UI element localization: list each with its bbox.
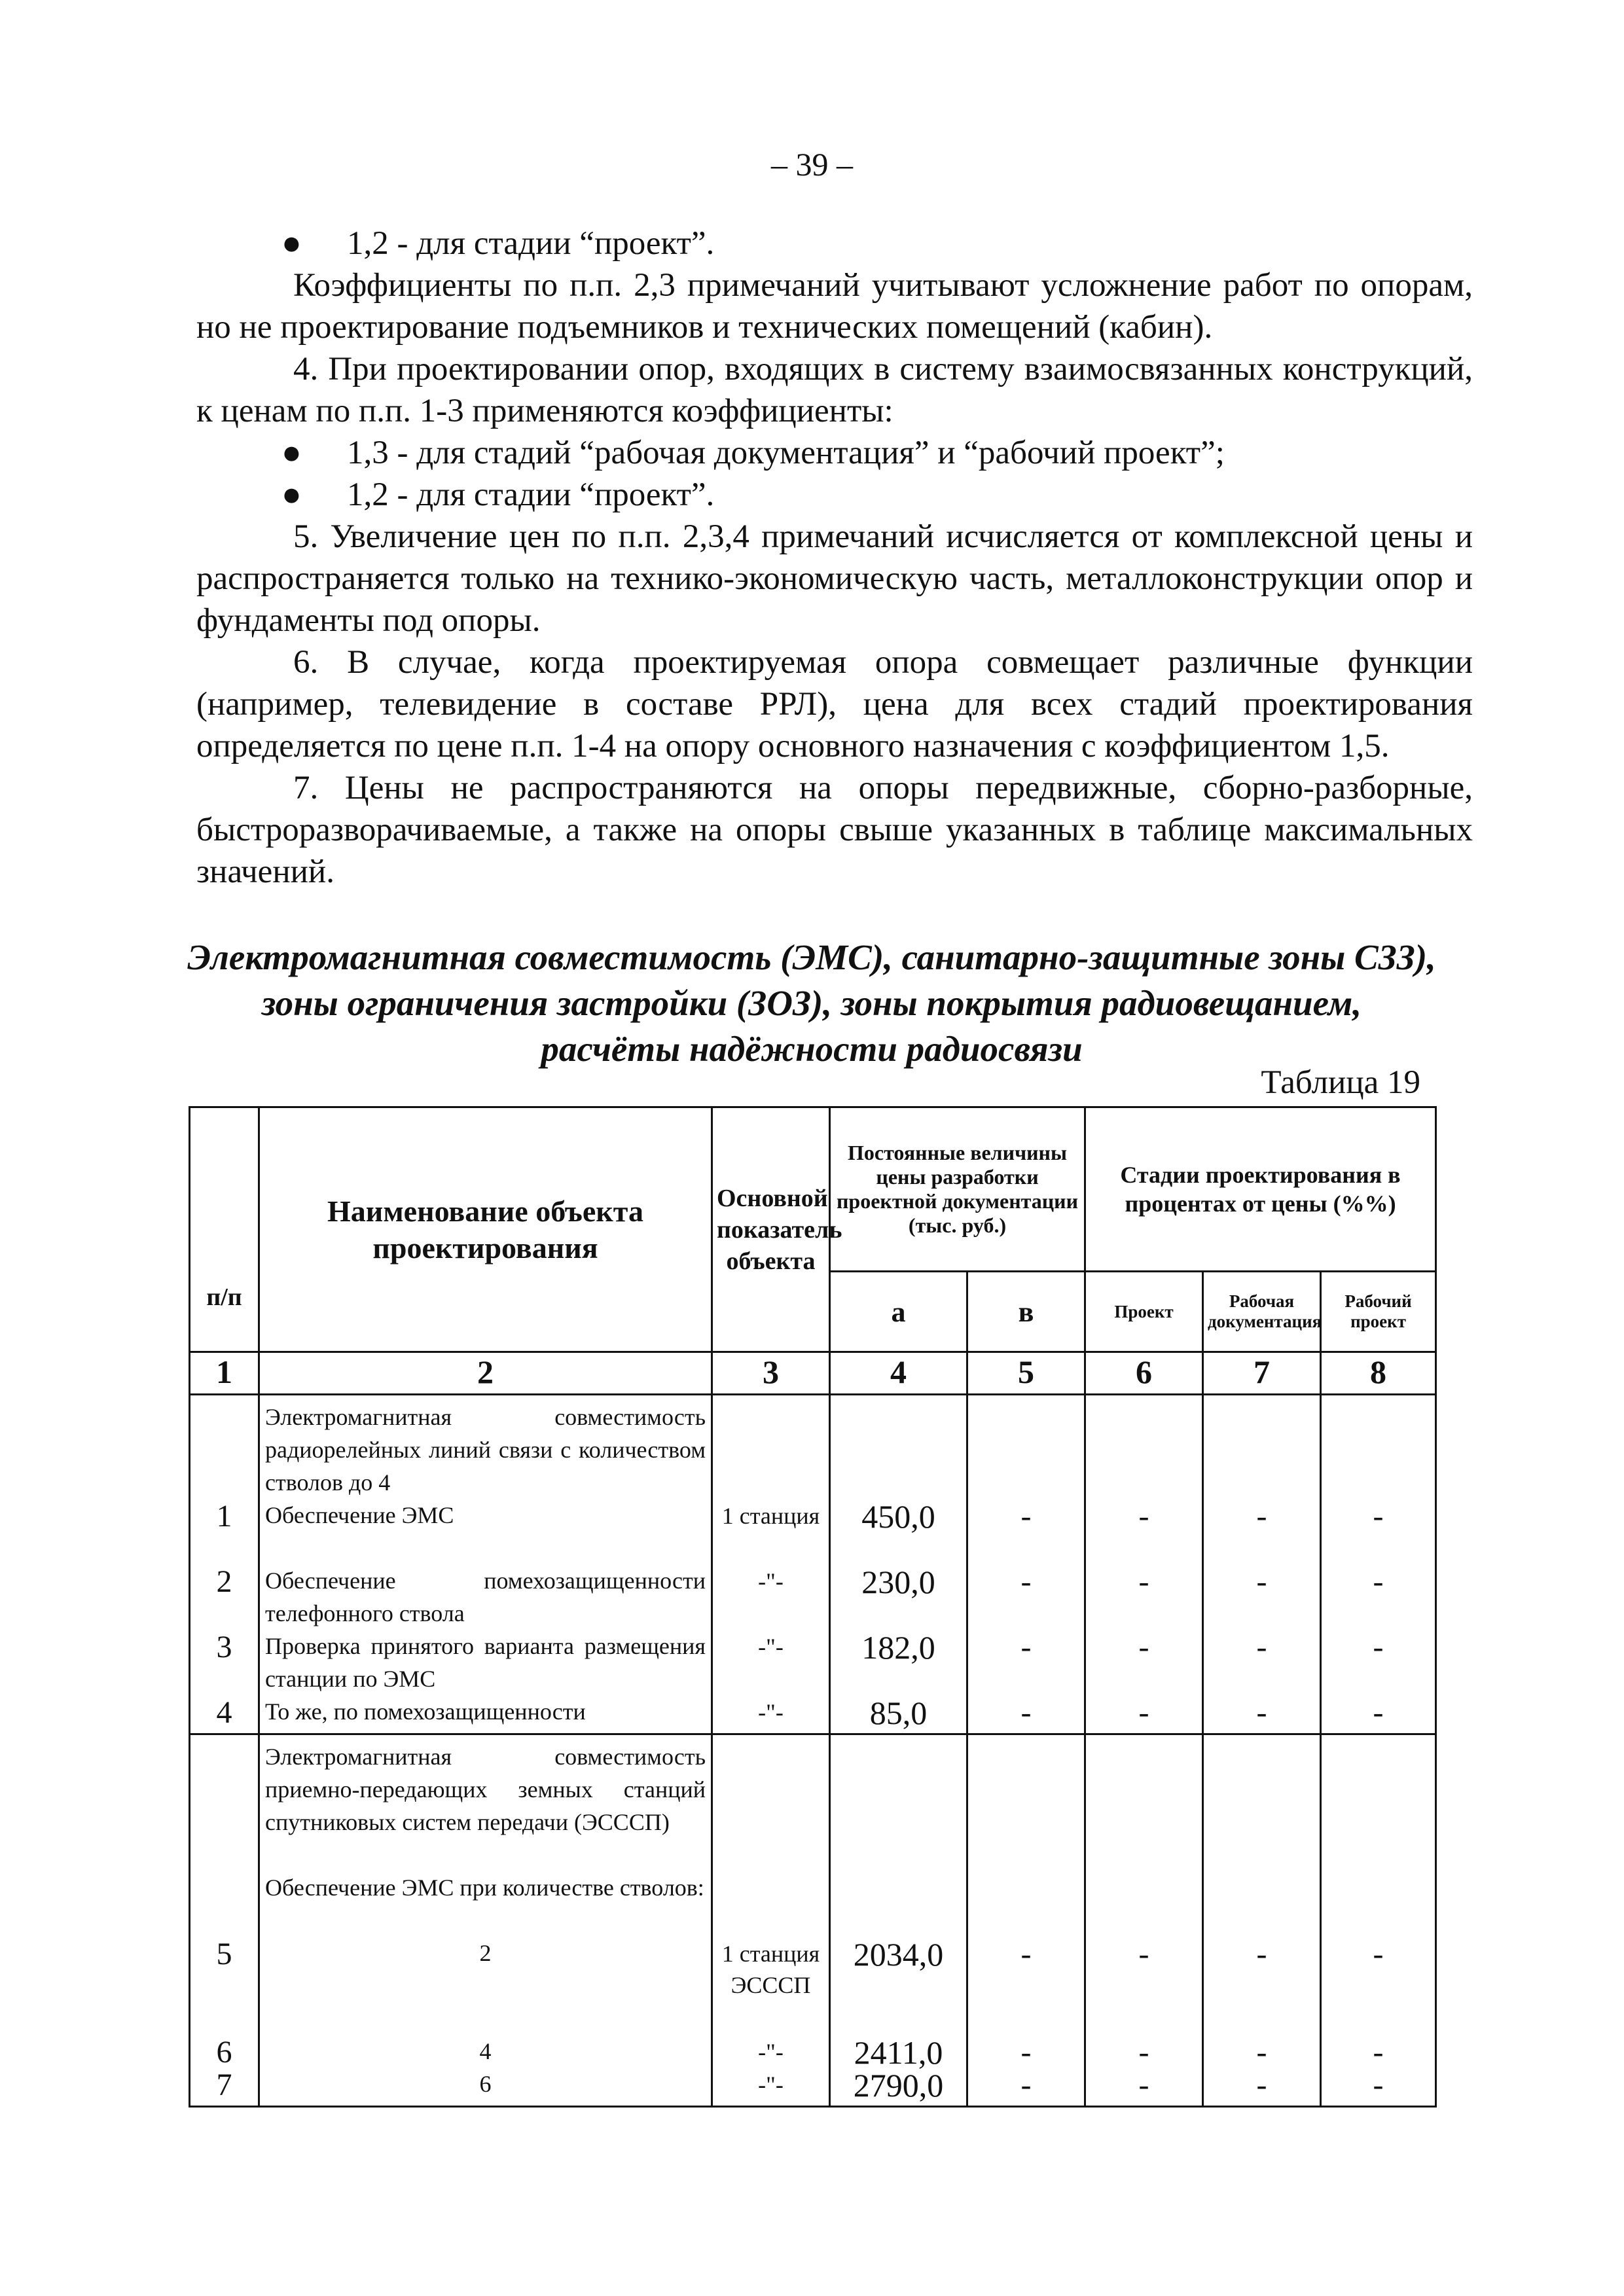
row-name: 4 [479,2038,492,2064]
section-title: Электромагнитная совместимость (ЭМС), санитарно-защитные зоны СЗЗ), зоны ограничения застройки (ЗОЗ), зоны покрытия радиовещанием, расчёты надёжности радиосвязи [187,937,1436,1069]
paragraph: 4. При проектировании опор, входящих в систему взаимосвязанных конструкций, к ценам по п.п. 1-3 применяются коэффициенты: [196,351,1473,429]
column-number: 8 [1321,1352,1436,1395]
column-number: 3 [712,1352,830,1395]
row-price-b: - [1020,1564,1032,1599]
paragraph: 5. Увеличение цен по п.п. 2,3,4 примечаний исчисляется от комплексной цены и распространяется только на технико-экономическую часть, металлоконструкции опор и фундаменты под опоры. [196,518,1473,639]
column-number: 6 [1085,1352,1203,1395]
row-unit: -"- [758,1699,784,1725]
bullet-icon: ● [281,476,302,513]
header-stage-workdoc: Рабочая документация [1203,1272,1321,1352]
row-name: Проверка принятого варианта размещения станции по ЭМС [265,1633,706,1692]
header-a: а [830,1272,967,1352]
row-stage-project: - [1138,2035,1149,2070]
row-number: 1 [216,1499,232,1534]
bullet-item: ● 1,3 - для стадий “рабочая документация” и “рабочий проект”; [196,432,1473,474]
row-price-a: 182,0 [861,1629,935,1666]
header-constants: Постоянные величины цены разработки проектной документации (тыс. руб.) [830,1107,1085,1272]
header-b: в [967,1272,1085,1352]
header-base-indicator: Основной показатель объекта [712,1107,830,1352]
price-table [189,1106,1437,2108]
row-unit: 1 станция [721,1503,820,1529]
row-stage-project: - [1138,1695,1149,1730]
row-price-a: 230,0 [861,1564,935,1600]
row-stage-project: - [1138,1937,1149,1971]
row-name: 2 [479,1940,492,1966]
header-num: п/п [190,1107,259,1352]
row-stage-project: - [1138,1630,1149,1664]
row-stage-workdoc: - [1256,1630,1267,1664]
row-stage-workdoc: - [1256,1937,1267,1971]
row-price-a: 2790,0 [853,2067,944,2104]
row-stage-workdoc: - [1256,2068,1267,2102]
column-number: 5 [967,1352,1085,1395]
row-stage-project: - [1138,2068,1149,2102]
row-unit: -"- [758,1634,784,1660]
row-price-a: 450,0 [861,1498,935,1535]
bullet-item: ● 1,2 - для стадии “проект”. [196,223,1473,264]
row-unit: -"- [758,2039,784,2065]
bullet-icon: ● [281,225,302,262]
row-stage-workproj: - [1373,2068,1384,2102]
group-subheading: Обеспечение ЭМС при количестве стволов: [265,1874,704,1901]
row-price-b: - [1020,1937,1032,1971]
row-stage-workproj: - [1373,1499,1384,1534]
row-stage-workproj: - [1373,2035,1384,2070]
row-number: 2 [216,1564,232,1599]
table-caption: Таблица 19 [1261,1064,1420,1101]
row-number: 5 [216,1937,232,1971]
row-unit: 1 станция ЭСССП [721,1941,820,1998]
row-name: 6 [479,2071,492,2097]
page-number: – 39 – [771,146,853,183]
row-stage-workproj: - [1373,1937,1384,1971]
row-stage-workproj: - [1373,1695,1384,1730]
table-group [190,1395,1436,1734]
row-stage-workproj: - [1373,1630,1384,1664]
header-stage-workproj: Рабочий проект [1321,1272,1436,1352]
column-number-row [190,1352,1436,1395]
column-number: 1 [190,1352,259,1395]
row-stage-workproj: - [1373,1564,1384,1599]
row-price-b: - [1020,1499,1032,1534]
group-heading: Электромагнитная совместимость радиорелейных линий связи с количеством стволов до 4 [265,1404,706,1496]
row-price-a: 2034,0 [853,1936,944,1973]
header-stages: Стадии проектирования в процентах от цены (%%) [1085,1107,1436,1272]
column-number: 4 [830,1352,967,1395]
row-name: Обеспечение помехозащищенности телефонного ствола [265,1568,706,1626]
row-unit: -"- [758,1568,784,1594]
row-number: 3 [216,1630,232,1664]
bullet-item: ● 1,2 - для стадии “проект”. [196,474,1473,516]
row-number: 7 [216,2068,232,2102]
table-group [190,1734,1436,2107]
row-price-a: 85,0 [869,1695,928,1731]
row-number: 4 [216,1695,232,1730]
paragraph: Коэффициенты по п.п. 2,3 примечаний учитывают усложнение работ по опорам, но не проектирование подъемников и технических помещений (кабин). [196,267,1473,346]
paragraph: 6. В случае, когда проектируемая опора совмещает различные функции (например, телевидение в составе РРЛ), цена для всех стадий проектирования определяется по цене п.п. 1-4 на опору основного назначения с коэффициентом 1,5. [196,644,1473,764]
row-price-b: - [1020,2035,1032,2070]
row-price-a: 2411,0 [854,2034,943,2071]
notes-text [196,223,1473,893]
row-price-b: - [1020,2068,1032,2102]
row-stage-workdoc: - [1256,2035,1267,2070]
row-price-b: - [1020,1695,1032,1730]
paragraph: 7. Цены не распространяются на опоры передвижные, сборно-разборные, быстроразворачиваемые, а также на опоры свыше указанных в таблице максимальных значений. [196,770,1473,890]
row-name: То же, по помехозащищенности [265,1698,586,1725]
row-stage-workdoc: - [1256,1499,1267,1534]
row-stage-project: - [1138,1499,1149,1534]
column-number: 2 [259,1352,712,1395]
row-stage-project: - [1138,1564,1149,1599]
row-unit: -"- [758,2072,784,2098]
group-heading: Электромагнитная совместимость приемно-передающих земных станций спутниковых систем передачи (ЭСССП) [265,1744,706,1835]
bullet-icon: ● [281,435,302,471]
row-stage-workdoc: - [1256,1695,1267,1730]
row-name: Обеспечение ЭМС [265,1502,454,1528]
row-stage-workdoc: - [1256,1564,1267,1599]
header-stage-project: Проект [1085,1272,1203,1352]
row-number: 6 [216,2035,232,2070]
row-price-b: - [1020,1630,1032,1664]
header-name: Наименование объекта проектирования [259,1107,712,1352]
column-number: 7 [1203,1352,1321,1395]
